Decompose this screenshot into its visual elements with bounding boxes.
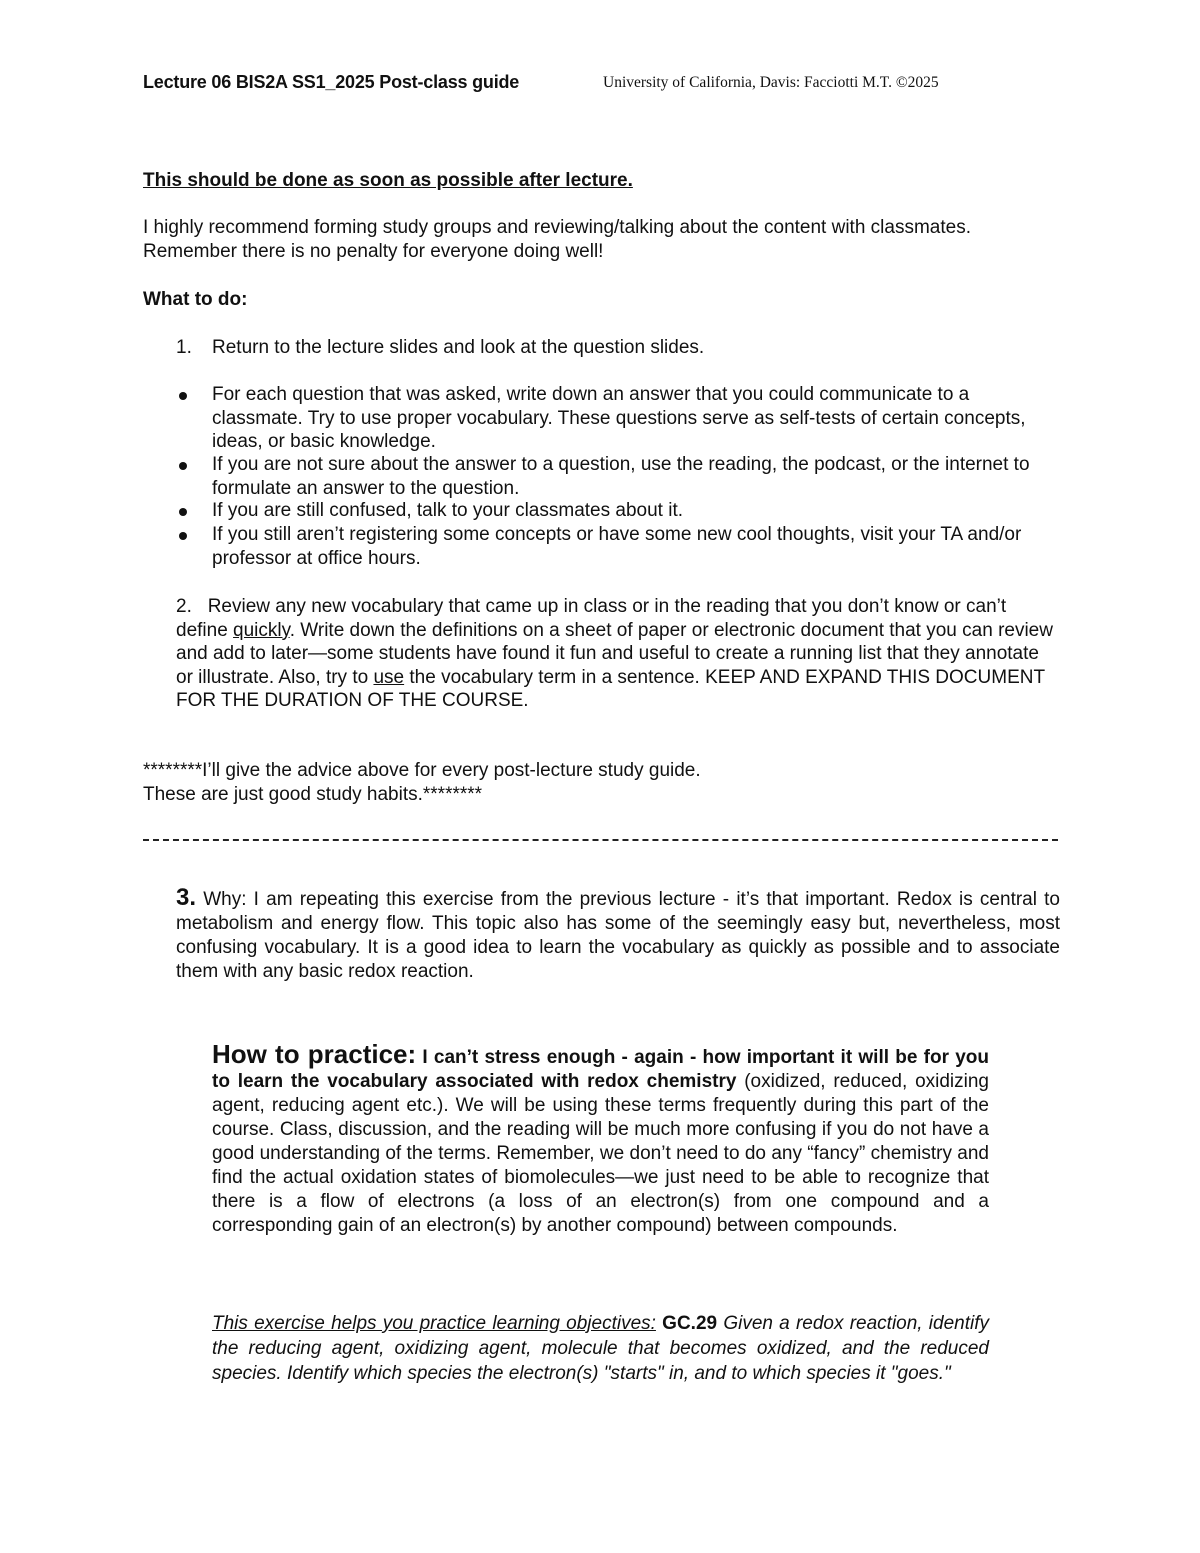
step2-number: 2.: [176, 596, 192, 617]
practice-lead: I can’t stress enough - again - how important it will be for you to learn the vocabulary associated with redox chemistry: [212, 1047, 989, 1092]
step2-text-c: the vocabulary term in a sentence. KEEP AND EXPAND THIS DOCUMENT FOR THE DURATION OF THE COURSE.: [176, 666, 1045, 711]
objective-code: GC.29: [662, 1313, 718, 1334]
bullet-icon: [179, 392, 187, 400]
intro-recommendation: I highly recommend forming study groups and reviewing/talking about the content with classmates. Remember there is no penalty for everyone doing well!: [143, 217, 971, 262]
step2-paragraph: [176, 595, 1056, 713]
advice-line-2: These are just good study habits.********: [143, 784, 483, 805]
bullet-icon: [179, 462, 187, 470]
what-to-do-label: What to do:: [143, 289, 248, 310]
section3-paragraph: [176, 886, 1060, 984]
section3-number: 3.: [176, 884, 197, 911]
step2-use: use: [373, 666, 405, 688]
page-header: [143, 72, 939, 93]
bullet-item: If you are not sure about the answer to a question, use the reading, the podcast, or the internet to formulate an answer to the question.: [212, 454, 1030, 499]
advice-line-1: ********I’ll give the advice above for every post-lecture study guide.: [143, 760, 701, 781]
bullet-item: If you are still confused, talk to your classmates about it.: [212, 500, 684, 521]
objective-paragraph: [212, 1311, 989, 1386]
section-divider: [143, 839, 1058, 841]
practice-body: (oxidized, reduced, oxidizing agent, reducing agent etc.). We will be using these terms frequently during this part of the course. Class, discussion, and the reading will be much more confusing if you do not have a good understanding of the terms. Remember, we don’t need to do any “fancy” chemistry and find the actual oxidation states of biomolecules—we just need to be able to recognize that there is a flow of electrons (a loss of an electron(s) from one compound and a corresponding gain of an electron(s) by another compound) between compounds.: [212, 1071, 989, 1236]
intro-heading: This should be done as soon as possible after lecture.: [143, 170, 633, 191]
step1-text: Return to the lecture slides and look at the question slides.: [212, 337, 705, 358]
bullet-item: If you still aren’t registering some concepts or have some new cool thoughts, visit your TA and/or professor at office hours.: [212, 524, 1022, 569]
header-affiliation: University of California, Davis: Facciotti M.T. ©2025: [603, 74, 939, 91]
section3-text: Why: I am repeating this exercise from the previous lecture - it’s that important. Redox is central to metabolism and energy flow. This topic also has some of the seemingly easy but, nevertheless, most confusing vocabulary. It is a good idea to learn the vocabulary as quickly as possible and to associate them with any basic redox reaction.: [176, 889, 1060, 982]
step2-text-b: . Write down the definitions on a sheet of paper or electronic document that you can review and add to later—some students have found it fun and useful to create a running list that they annotate or illustrate. Also, try to: [176, 619, 1053, 688]
objective-text: Given a redox reaction, identify the reducing agent, oxidizing agent, molecule that becomes oxidized, and the reduced species. Identify which species the electron(s) "starts" in, and to which species it "goes.": [212, 1313, 990, 1384]
step2-quickly: quickly: [233, 619, 290, 641]
bullet-item: For each question that was asked, write down an answer that you could communicate to a classmate. Try to use proper vocabulary. These questions serve as self-tests of certain concepts, ideas, or basic knowledge.: [212, 384, 1026, 452]
bullet-icon: [179, 508, 187, 516]
header-title: Lecture 06 BIS2A SS1_2025 Post-class guide: [143, 72, 520, 92]
objective-intro: This exercise helps you practice learning objectives:: [212, 1313, 656, 1334]
step2-text-a: Review any new vocabulary that came up in class or in the reading that you don’t know or can’t define: [176, 596, 1007, 641]
practice-heading: How to practice:: [212, 1039, 417, 1069]
practice-paragraph: [212, 1039, 989, 1238]
step1-number: 1.: [176, 337, 192, 358]
bullet-icon: [179, 532, 187, 540]
